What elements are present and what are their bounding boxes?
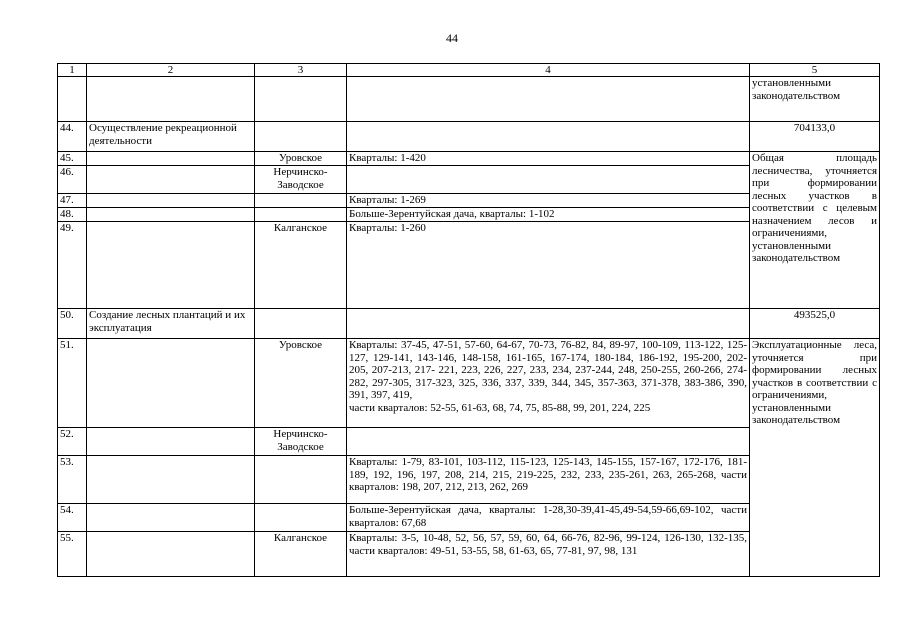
row-number: 49.: [58, 222, 87, 309]
row-number: 50.: [58, 309, 87, 339]
row-number: 47.: [58, 194, 87, 208]
quarters-cell: [347, 339, 750, 428]
district-name: Калганское: [255, 222, 347, 309]
quarters-cell: Кварталы: 1-260: [347, 222, 750, 309]
column-number: 3: [255, 64, 347, 77]
district-name: Уровское: [255, 152, 347, 166]
page-number: 44: [446, 31, 458, 45]
row-number: 44.: [58, 122, 87, 152]
quarters-cell: Кварталы: 1-420: [347, 152, 750, 166]
district-name: Уровское: [255, 339, 347, 428]
remark-cell: установленными законодательством: [750, 77, 880, 122]
forestry-table: [57, 63, 880, 577]
remark-cell: Общая площадь лесничества, уточняется при формировании лесных участков в соответствии с целевым назначением лесов и ограничениями, установленными законодательством: [750, 152, 880, 309]
quarters-cell: Кварталы: 1-79, 83-101, 103-112, 115-123, 125-143, 145-155, 157-167, 172-176, 181-189, 192, 196, 197, 208, 214, 215, 219-225, 232, 233, 235-261, 263, 265-268, части кварталов: 198, 207, 212, 213, 262, 269: [347, 456, 750, 504]
row-number: 51.: [58, 339, 87, 428]
row-number: 52.: [58, 428, 87, 456]
row-number: 48.: [58, 208, 87, 222]
quarters-list: Кварталы: 37-45, 47-51, 57-60, 64-67, 70-73, 76-82, 84, 89-97, 100-109, 113-122, 125-127, 129-141, 143-146, 148-158, 161-165, 167-174, 180-184, 186-192, 195-200, 202-205, 207-213, 217- 221, 223, 226, 227, 233, 234, 237-244, 248, 250-255, 260-266, 274-282, 297-305, 317-323, 325, 336, 337, 339, 344, 345, 357-363, 371-378, 383-386, 390, 391, 397, 419,: [349, 339, 747, 401]
quarters-cell: Кварталы: 1-269: [347, 194, 750, 208]
quarters-cell: Больше-Зерентуйская дача, кварталы: 1-102: [347, 208, 750, 222]
district-name: Калганское: [255, 532, 347, 577]
table-row: [58, 122, 880, 152]
row-number: 54.: [58, 504, 87, 532]
table-row: [58, 309, 880, 339]
column-number-row: [58, 64, 880, 77]
row-number: 45.: [58, 152, 87, 166]
row-number: 53.: [58, 456, 87, 504]
column-number: 1: [58, 64, 87, 77]
quarter-parts: части кварталов: 52-55, 61-63, 68, 74, 75, 85-88, 99, 201, 224, 225: [349, 401, 651, 414]
quarters-cell: Кварталы: 3-5, 10-48, 52, 56, 57, 59, 60, 64, 66-76, 82-96, 99-124, 126-130, 132-135, части кварталов: 49-51, 53-55, 58, 61-63, 65, 77-81, 97, 98, 131: [347, 532, 750, 577]
table-row: [58, 152, 880, 166]
column-number: 2: [87, 64, 255, 77]
table-row: [58, 339, 880, 428]
column-number: 5: [750, 64, 880, 77]
area-value: 704133,0: [750, 122, 880, 152]
remark-cell: Эксплуатационные леса, уточняется при формировании лесных участков в соответствии с ограничениями, установленными законодательством: [750, 339, 880, 577]
row-number: 46.: [58, 166, 87, 194]
district-name: Нерчинско-Заводское: [255, 166, 347, 194]
area-value: 493525,0: [750, 309, 880, 339]
table-row: [58, 77, 880, 122]
activity-name: Осуществление рекреационной деятельности: [87, 122, 255, 152]
column-number: 4: [347, 64, 750, 77]
row-number: 55.: [58, 532, 87, 577]
district-name: Нерчинско-Заводское: [255, 428, 347, 456]
quarters-cell: Больше-Зерентуйская дача, кварталы: 1-28,30-39,41-45,49-54,59-66,69-102, части кварталов: 67,68: [347, 504, 750, 532]
activity-name: Создание лесных плантаций и их эксплуатация: [87, 309, 255, 339]
